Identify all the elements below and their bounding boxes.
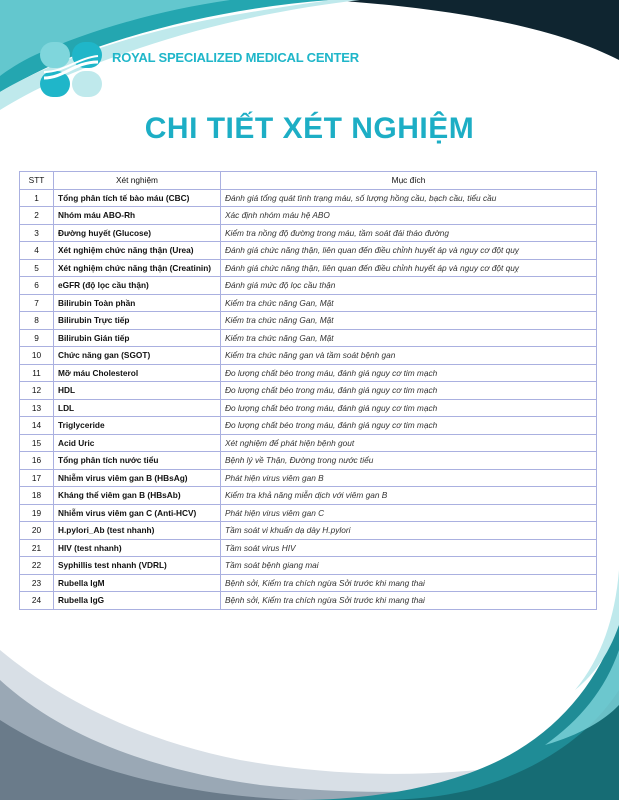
table-row [20, 382, 597, 400]
table-row [20, 417, 597, 435]
test-purpose: Xác định nhóm máu hệ ABO [221, 207, 597, 225]
table-row [20, 312, 597, 330]
row-number: 21 [20, 539, 54, 557]
table-row [20, 522, 597, 540]
test-name: Nhiễm virus viêm gan B (HBsAg) [54, 469, 221, 487]
table-row [20, 242, 597, 260]
row-number: 22 [20, 557, 54, 575]
test-purpose: Xét nghiệm để phát hiện bệnh gout [221, 434, 597, 452]
row-number: 13 [20, 399, 54, 417]
column-header-purpose: Mục đích [221, 172, 597, 190]
test-name: Triglyceride [54, 417, 221, 435]
test-purpose: Kiểm tra chức năng Gan, Mật [221, 294, 597, 312]
test-name: Đường huyết (Glucose) [54, 224, 221, 242]
table-header-row [20, 172, 597, 190]
row-number: 17 [20, 469, 54, 487]
test-purpose: Kiểm tra nồng độ đường trong máu, tầm soát đái tháo đường [221, 224, 597, 242]
test-name: Rubella IgM [54, 574, 221, 592]
org-name: ROYAL SPECIALIZED MEDICAL CENTER [112, 50, 359, 65]
table-row [20, 557, 597, 575]
row-number: 1 [20, 189, 54, 207]
row-number: 11 [20, 364, 54, 382]
test-name: HDL [54, 382, 221, 400]
test-table [19, 171, 597, 610]
test-name: Bilirubin Gián tiếp [54, 329, 221, 347]
row-number: 14 [20, 417, 54, 435]
test-name: Bilirubin Trực tiếp [54, 312, 221, 330]
test-name: Rubella IgG [54, 592, 221, 610]
test-purpose: Đánh giá mức độ lọc cầu thận [221, 277, 597, 295]
test-purpose: Bệnh lý về Thận, Đường trong nước tiểu [221, 452, 597, 470]
test-name: eGFR (độ lọc cầu thận) [54, 277, 221, 295]
test-name: Nhóm máu ABO-Rh [54, 207, 221, 225]
test-purpose: Kiểm tra chức năng Gan, Mật [221, 312, 597, 330]
test-purpose: Phát hiện virus viêm gan B [221, 469, 597, 487]
table-row [20, 487, 597, 505]
row-number: 12 [20, 382, 54, 400]
row-number: 2 [20, 207, 54, 225]
test-purpose: Kiểm tra khả năng miễn dịch với viêm gan B [221, 487, 597, 505]
test-name: Xét nghiệm chức năng thận (Creatinin) [54, 259, 221, 277]
column-header-test: Xét nghiệm [54, 172, 221, 190]
test-name: Mỡ máu Cholesterol [54, 364, 221, 382]
test-name: LDL [54, 399, 221, 417]
row-number: 3 [20, 224, 54, 242]
test-purpose: Kiểm tra chức năng gan và tầm soát bệnh gan [221, 347, 597, 365]
row-number: 16 [20, 452, 54, 470]
table-row [20, 504, 597, 522]
row-number: 20 [20, 522, 54, 540]
page-title: CHI TIẾT XÉT NGHIỆM [144, 112, 475, 145]
table-row [20, 189, 597, 207]
row-number: 5 [20, 259, 54, 277]
test-name: Nhiễm virus viêm gan C (Anti-HCV) [54, 504, 221, 522]
column-header-stt: STT [20, 172, 54, 190]
table-row [20, 452, 597, 470]
test-name: Chức năng gan (SGOT) [54, 347, 221, 365]
test-name: H.pylori_Ab (test nhanh) [54, 522, 221, 540]
test-name: HIV (test nhanh) [54, 539, 221, 557]
row-number: 9 [20, 329, 54, 347]
row-number: 7 [20, 294, 54, 312]
table-row [20, 277, 597, 295]
test-purpose: Đo lượng chất béo trong máu, đánh giá nguy cơ tim mạch [221, 364, 597, 382]
row-number: 8 [20, 312, 54, 330]
test-purpose: Đánh giá chức năng thận, liên quan đến điều chỉnh huyết áp và nguy cơ đột quỵ [221, 242, 597, 260]
test-purpose: Đánh giá chức năng thận, liên quan đến điều chỉnh huyết áp và nguy cơ đột quỵ [221, 259, 597, 277]
row-number: 10 [20, 347, 54, 365]
table-row [20, 469, 597, 487]
test-purpose: Phát hiện virus viêm gan C [221, 504, 597, 522]
test-name: Acid Uric [54, 434, 221, 452]
test-purpose: Kiểm tra chức năng Gan, Mật [221, 329, 597, 347]
table-row [20, 592, 597, 610]
test-name: Tổng phân tích nước tiểu [54, 452, 221, 470]
medical-cross-logo-icon [34, 38, 108, 102]
test-name: Syphillis test nhanh (VDRL) [54, 557, 221, 575]
table-row [20, 259, 597, 277]
test-name: Tổng phân tích tế bào máu (CBC) [54, 189, 221, 207]
row-number: 23 [20, 574, 54, 592]
row-number: 19 [20, 504, 54, 522]
test-name: Kháng thể viêm gan B (HBsAb) [54, 487, 221, 505]
table-row [20, 329, 597, 347]
row-number: 18 [20, 487, 54, 505]
table-row [20, 434, 597, 452]
test-purpose: Bệnh sởi, Kiểm tra chích ngừa Sởi trước khi mang thai [221, 592, 597, 610]
table-row [20, 294, 597, 312]
test-purpose: Tầm soát virus HIV [221, 539, 597, 557]
table-row [20, 539, 597, 557]
table-row [20, 364, 597, 382]
test-purpose: Đo lượng chất béo trong máu, đánh giá nguy cơ tim mạch [221, 399, 597, 417]
test-name: Xét nghiệm chức năng thận (Urea) [54, 242, 221, 260]
test-purpose: Tầm soát bệnh giang mai [221, 557, 597, 575]
table-row [20, 399, 597, 417]
test-purpose: Tầm soát vi khuẩn dạ dày H.pylori [221, 522, 597, 540]
table-row [20, 207, 597, 225]
test-purpose: Đánh giá tổng quát tình trạng máu, số lượng hồng cầu, bạch cầu, tiểu cầu [221, 189, 597, 207]
table-row [20, 574, 597, 592]
table-row [20, 224, 597, 242]
test-purpose: Đo lượng chất béo trong máu, đánh giá nguy cơ tim mạch [221, 382, 597, 400]
test-purpose: Đo lượng chất béo trong máu, đánh giá nguy cơ tim mạch [221, 417, 597, 435]
row-number: 6 [20, 277, 54, 295]
row-number: 4 [20, 242, 54, 260]
test-name: Bilirubin Toàn phần [54, 294, 221, 312]
test-purpose: Bệnh sởi, Kiểm tra chích ngừa Sởi trước khi mang thai [221, 574, 597, 592]
row-number: 24 [20, 592, 54, 610]
row-number: 15 [20, 434, 54, 452]
table-row [20, 347, 597, 365]
